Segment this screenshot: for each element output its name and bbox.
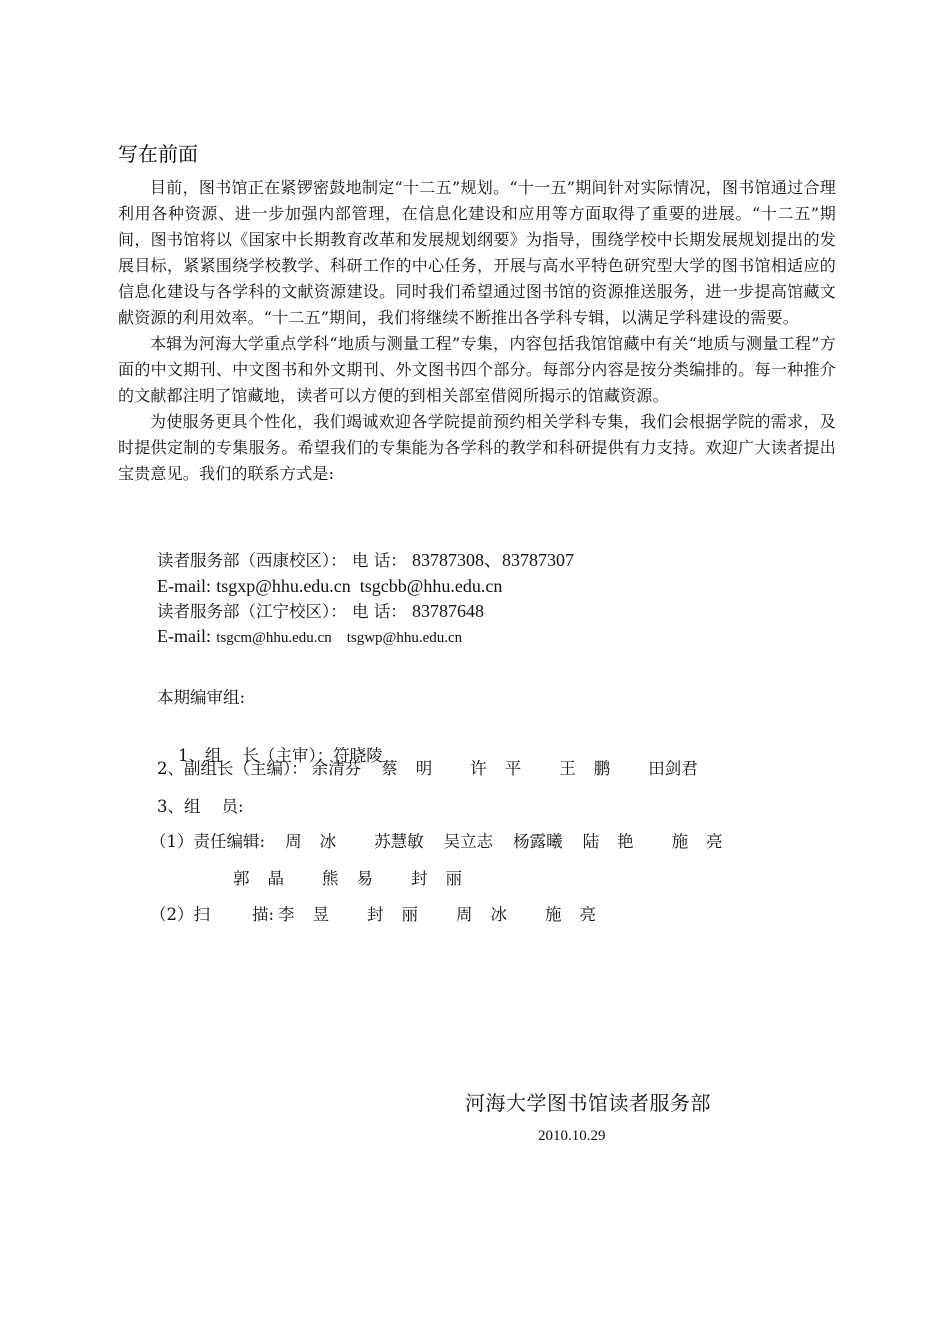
scan-name: 封丽 (367, 905, 437, 924)
editor-name: 施亮 (671, 832, 741, 851)
members-label: 3、组 员: (157, 797, 244, 816)
editorial-deputy-row (157, 757, 718, 781)
editors-label: （1）责任编辑: (150, 832, 266, 851)
paragraph-service: 为使服务更具个性化，我们竭诚欢迎各学院提前预约相关学科专集，我们会根据学院的需求，及时提供定制的专集服务。希望我们的专集能为各学科的教学和科研提供有力支持。欢迎广大读者提出宝贵意见。我们的联系方式是: (118, 412, 836, 483)
editor-name: 封丽 (411, 869, 480, 888)
signature-department: 河海大学图书馆读者服务部 (465, 1091, 711, 1115)
scan-name: 李昱 (278, 905, 348, 924)
editor-name: 郭晶 (233, 869, 302, 888)
scan-name: 周冰 (456, 905, 526, 924)
scan-name: 施亮 (545, 905, 615, 924)
contact-xikang (157, 548, 574, 573)
editor-name: 吴立志 (443, 832, 494, 851)
deputy-name: 蔡明 (381, 759, 451, 778)
leader-label: 1、组 长（主审）： (177, 746, 334, 765)
deputy-name: 余清芬 (311, 759, 362, 778)
scan-label: （2）扫 描: (150, 905, 275, 924)
jiangning-email-label: E-mail: (157, 626, 211, 646)
contact-xikang-email (157, 574, 502, 599)
editor-name: 苏慧敏 (374, 832, 424, 851)
signature-date: 2010.10.29 (538, 1128, 606, 1144)
editor-name: 周冰 (285, 832, 355, 851)
leader-name: 符晓陵 (333, 746, 383, 765)
editorial-leader-row (157, 720, 383, 792)
xikang-email-label: E-mail: (157, 576, 211, 596)
jiangning-phone-label: 电 话： (352, 602, 407, 621)
editor-name: 杨露曦 (513, 832, 563, 851)
jiangning-phone: 83787648 (412, 601, 484, 621)
deputy-name: 许平 (470, 759, 540, 778)
contact-jiangning-email (157, 624, 462, 650)
xikang-email[interactable]: tsgxp@hhu.edu.cn tsgcbb@hhu.edu.cn (216, 576, 503, 596)
editors-row-2 (233, 867, 500, 891)
jiangning-label: 读者服务部（江宁校区）： (157, 602, 347, 621)
page-title: 写在前面 (118, 142, 198, 166)
deputy-label: 2、副组长（主编）： (157, 759, 308, 778)
deputy-name: 王鹏 (559, 759, 629, 778)
scan-row (150, 903, 634, 927)
paragraph-plan: 目前，图书馆正在紧锣密鼓地制定“十二五”规划。“十一五”期间针对实际情况，图书馆通过合理利用各种资源、进一步加强内部管理，在信息化建设和应用等方面取得了重要的进展。“十二五”期间，图书馆将以《国家中长期教育改革和发展规划纲要》为指导，围绕学校中长期发展规划提出的发展目标，紧紧围绕学校教学、科研工作的中心任务，开展与高水平特色研究型大学的图书馆相适应的信息化建设与各学科的文献资源建设。同时我们希望通过图书馆的资源推送服务，进一步提高馆藏文献资源的利用效率。“十二五”期间，我们将继续不断推出各学科专辑，以满足学科建设的需要。 (118, 178, 836, 327)
editors-row-1 (150, 830, 761, 854)
editor-name: 陆艳 (582, 832, 652, 851)
paragraph-collection: 本辑为河海大学重点学科“地质与测量工程”专集，内容包括我馆馆藏中有关“地质与测量工程”方面的中文期刊、中文图书和外文期刊、外文图书四个部分。每部分内容是按分类编排的。每一种推介的文献都注明了馆藏地，读者可以方便的到相关部室借阅所揭示的馆藏资源。 (118, 334, 836, 405)
xikang-label: 读者服务部（西康校区）： (157, 551, 347, 570)
deputy-name: 田剑君 (648, 759, 698, 778)
editorial-title: 本期编审组: (157, 688, 246, 707)
jiangning-email[interactable]: tsgcm@hhu.edu.cn tsgwp@hhu.edu.cn (216, 630, 463, 646)
xikang-phone: 83787308、83787307 (412, 550, 574, 570)
contact-jiangning (157, 599, 484, 624)
editor-name: 熊易 (322, 869, 391, 888)
xikang-phone-label: 电 话： (352, 551, 407, 570)
intro-body (118, 175, 836, 487)
